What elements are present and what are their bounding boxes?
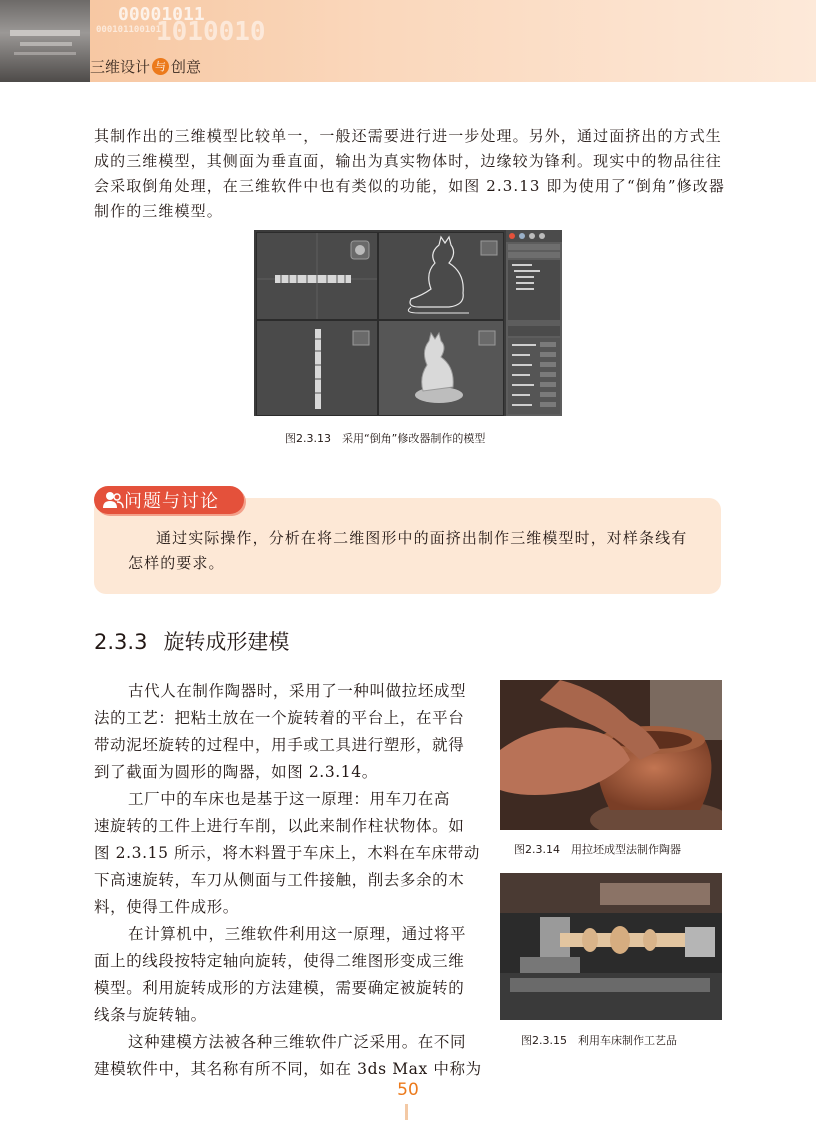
text-line: 古代人在制作陶器时，采用了一种叫做拉坯成型 xyxy=(128,682,467,700)
discussion-text xyxy=(128,526,698,576)
text-line: 料，使得工件成形。 xyxy=(94,898,239,916)
header-digits-line3: 000101100101 xyxy=(96,25,162,35)
text-line: 线条与旋转轴。 xyxy=(94,1006,207,1024)
section-title: 旋转成形建模 xyxy=(163,630,290,654)
figure-lathe-photo xyxy=(500,873,722,1020)
people-icon xyxy=(102,490,124,510)
text-line: 通过实际操作，分析在将二维图形中的面挤出制作三维模型时，对样条线有 xyxy=(156,529,688,547)
viewport-front xyxy=(378,232,504,320)
text-line: 法的工艺：把粘土放在一个旋转着的平台上，在平台 xyxy=(94,709,465,727)
body-paragraph-2 xyxy=(94,786,480,921)
viewport-front-art xyxy=(379,233,503,319)
text-line: 在计算机中，三维软件利用这一原理，通过将平 xyxy=(128,925,467,943)
book-title-amp-badge: 与 xyxy=(152,58,169,75)
text-line: 下高速旋转，车刀从侧面与工件接触，削去多余的木 xyxy=(94,871,465,889)
command-panel-art xyxy=(506,230,562,416)
text-line: 速旋转的工件上进行车削，以此来制作柱状物体。如 xyxy=(94,817,465,835)
text-line: 这种建模方法被各种三维软件广泛采用。在不同 xyxy=(128,1033,467,1051)
section-number: 2.3.3 xyxy=(94,630,148,654)
book-title xyxy=(90,56,201,77)
text-line: 模型。利用旋转成形的方法建模，需要确定被旋转的 xyxy=(94,979,465,997)
book-title-part1: 三维设计 xyxy=(90,58,151,76)
viewport-top-art xyxy=(257,233,377,319)
body-paragraph-4 xyxy=(94,1029,482,1083)
text-line: 成的三维模型，其侧面为垂直面，输出为真实物体时，边缘较为锋利。现实中的物品往往 xyxy=(94,152,722,170)
viewport-perspective-art xyxy=(379,321,503,415)
discussion-tag xyxy=(94,486,244,514)
text-line: 制作的三维模型。 xyxy=(94,202,223,220)
text-line: 建模软件中，其名称有所不同，如在 3ds Max 中称为 xyxy=(94,1060,482,1078)
header-photo xyxy=(0,0,90,82)
text-line: 怎样的要求。 xyxy=(128,554,225,572)
body-paragraph-3 xyxy=(94,921,467,1029)
intro-paragraph xyxy=(94,124,725,224)
lathe-photo-art xyxy=(500,873,722,1020)
viewport-top xyxy=(256,232,378,320)
text-line: 面上的线段按特定轴向旋转，使得二维图形变成三维 xyxy=(94,952,465,970)
figure-2-3-13-caption: 图2.3.13 采用“倒角”修改器制作的模型 xyxy=(285,432,486,445)
section-heading xyxy=(94,626,289,656)
figure-2-3-15-caption: 图2.3.15 利用车床制作工艺品 xyxy=(521,1034,677,1047)
body-paragraph-1 xyxy=(94,678,467,786)
text-line: 图 2.3.15 所示，将木料置于车床上，木料在车床带动 xyxy=(94,844,480,862)
viewport-perspective xyxy=(378,320,504,416)
viewport-left xyxy=(256,320,378,416)
book-title-part2: 创意 xyxy=(171,58,202,76)
text-line: 带动泥坯旋转的过程中，用手或工具进行塑形，就得 xyxy=(94,736,465,754)
text-line: 工厂中的车床也是基于这一原理：用车刀在高 xyxy=(128,790,451,808)
text-line: 会采取倒角处理，在三维软件中也有类似的功能，如图 2.3.13 即为使用了“倒角”修改器 xyxy=(94,177,725,195)
figure-2-3-14-caption: 图2.3.14 用拉坯成型法制作陶器 xyxy=(514,843,681,856)
text-line: 到了截面为圆形的陶器，如图 2.3.14。 xyxy=(94,763,378,781)
command-panel xyxy=(506,230,562,416)
page-number: 50 xyxy=(397,1080,419,1100)
header-binary-decoration xyxy=(96,4,266,47)
discussion-tag-label: 问题与讨论 xyxy=(124,491,219,512)
header-digits-line2: 1010010 xyxy=(156,17,266,47)
pottery-photo-art xyxy=(500,680,722,830)
viewport-left-art xyxy=(257,321,377,415)
figure-pottery-photo xyxy=(500,680,722,830)
text-line: 其制作出的三维模型比较单一，一般还需要进行进一步处理。另外，通过面挤出的方式生 xyxy=(94,127,722,145)
page-number-tick xyxy=(405,1104,408,1120)
header-digits-line1: 00001011 xyxy=(118,4,205,25)
page-header xyxy=(0,0,816,82)
